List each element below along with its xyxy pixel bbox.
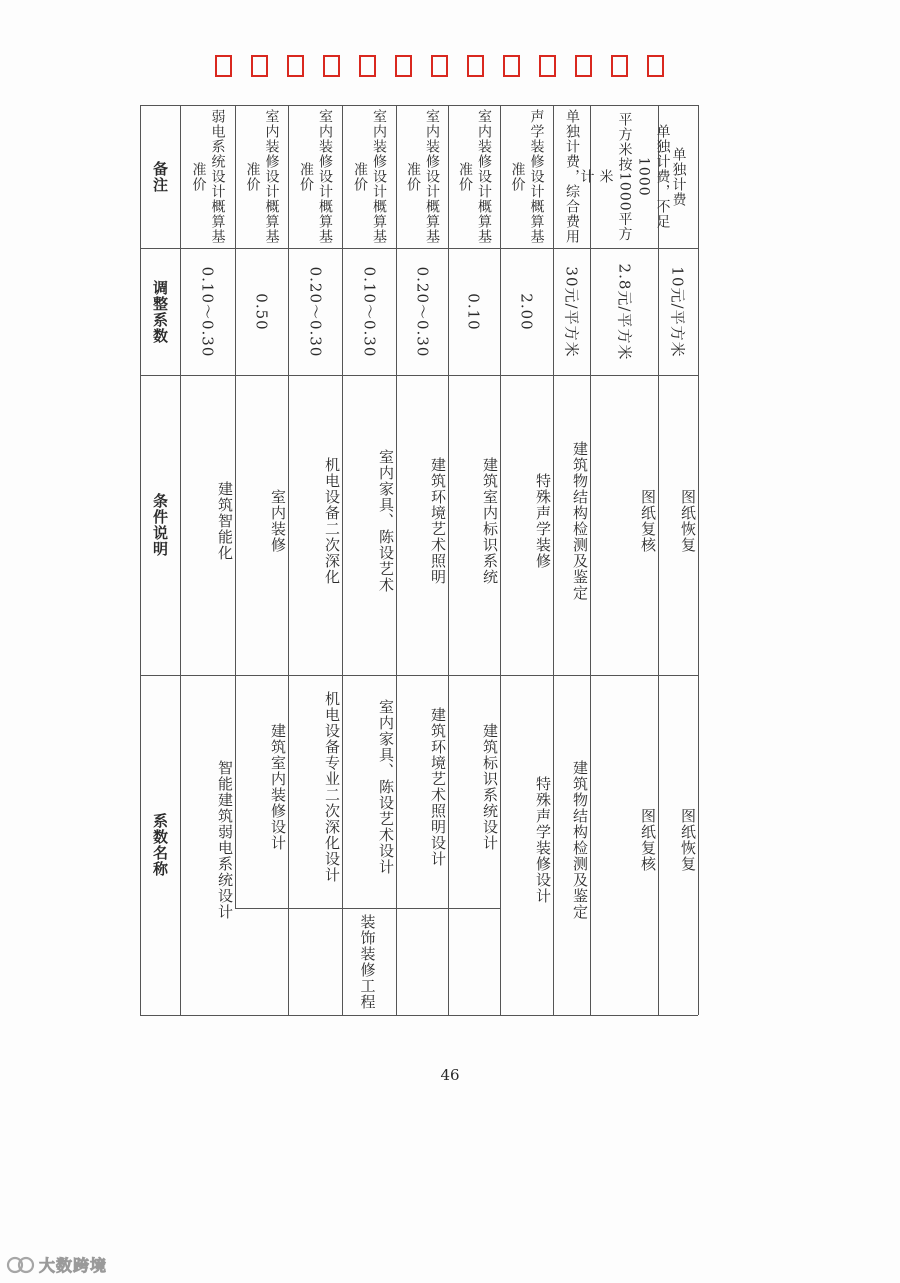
row-condition [396,375,448,675]
header-box [323,55,340,77]
row-coef [448,248,500,375]
header-remark [140,105,180,248]
row-name [500,675,553,1015]
row-condition-text: 室内家具、陈设艺术 [377,449,395,593]
header-box [503,55,520,77]
header-box [611,55,628,77]
row-coef [180,248,235,375]
row-condition [553,375,590,675]
row-name [396,675,448,908]
row-name [658,675,698,1015]
row-remark [288,105,342,248]
row-name-text: 室内家具、陈设艺术设计 [377,698,395,875]
row-coef [235,248,288,375]
row-remark [180,105,235,248]
row-remark [658,105,698,248]
row-name-text: 建筑标识系统设计 [481,722,499,851]
row-remark-text: 单独计费，综合费用 [564,109,580,244]
row-coef-text: 2.8元/平方米 [615,263,634,360]
header-condition [140,375,180,675]
row-remark [235,105,288,248]
row-name-text: 建筑物结构检测及鉴定 [571,760,589,920]
header-box [395,55,412,77]
header-coef-text: 调整系数 [151,279,169,344]
row-remark-text: 单独计费，不足1000 平方米按1000平方米 计 [578,111,671,242]
row-name [288,675,342,908]
coefficient-table [140,105,698,1015]
row-coef [396,248,448,375]
row-remark [396,105,448,248]
row-condition-text: 建筑物结构检测及鉴定 [571,441,589,601]
row-name-text: 智能建筑弱电系统设计 [216,760,234,920]
header-name-text: 系数名称 [151,813,169,877]
header-box [359,55,376,77]
watermark [6,1253,107,1276]
row-coef-text: 0.50 [252,292,271,331]
row-name [180,675,235,1015]
header-box [647,55,664,77]
row-condition-text: 特殊声学装修 [534,473,552,569]
row-remark-text: 室内装修设计概算基 准价 [244,109,280,244]
row-coef-text: 10元/平方米 [669,265,687,358]
row-name [342,675,396,908]
row-name [590,675,658,1015]
watermark-logo-icon [6,1254,36,1276]
row-condition [180,375,235,675]
row-name-text: 图纸恢复 [679,808,697,872]
row-remark [500,105,553,248]
row-coef-text: 0.20～0.30 [306,266,324,357]
row-name [235,675,288,908]
row-condition [590,375,658,675]
header-box [467,55,484,77]
header-box [287,55,304,77]
table-grid-line [698,105,699,1015]
row-remark [578,105,671,248]
header-box [539,55,556,77]
row-condition-text: 图纸复核 [639,489,657,553]
row-remark-text: 室内装修设计概算基 准价 [405,109,440,244]
row-remark [448,105,500,248]
row-coef [658,248,698,375]
header-remark-text: 备注 [151,160,169,193]
row-coef-text: 0.10～0.30 [198,266,217,357]
header-condition-text: 条件说明 [151,493,169,557]
header-boxes [215,55,664,77]
row-condition [500,375,553,675]
row-condition-text: 机电设备二次深化 [323,457,341,585]
header-name [140,675,180,1015]
row-name-text: 图纸复核 [639,808,657,872]
row-remark [342,105,396,248]
header-box [251,55,268,77]
row-condition-text: 建筑室内标识系统 [481,457,499,585]
row-coef [500,248,553,375]
row-condition-text: 图纸恢复 [679,489,697,553]
row-condition [235,375,288,675]
row-coef-text: 0.20～0.30 [413,266,431,357]
header-box [575,55,592,77]
row-name-text: 机电设备专业二次深化设计 [323,690,341,883]
row-remark-text: 室内装修设计概算基 准价 [352,109,387,244]
row-condition [342,375,396,675]
row-coef-text: 2.00 [517,292,536,331]
row-condition [658,375,698,675]
row-name-text: 建筑室内装修设计 [269,722,287,851]
row-condition-text: 建筑智能化 [216,481,234,561]
row-coef [288,248,342,375]
row-remark-text: 室内装修设计概算基 准价 [298,109,333,244]
row-remark-text: 单独计费 [670,146,687,207]
row-coef [590,248,658,375]
row-coef [342,248,396,375]
row-name-text: 建筑环境艺术照明设计 [429,706,447,867]
row-condition-text: 建筑环境艺术照明 [429,457,447,585]
row-remark-text: 室内装修设计概算基 准价 [457,109,492,244]
group-label-text: 装饰装修工程 [358,913,377,1010]
header-box [431,55,448,77]
table-grid-line [140,1015,698,1016]
row-coef-text: 0.10～0.30 [360,266,378,357]
row-condition-text: 室内装修 [269,489,287,553]
row-coef-text: 30元/平方米 [562,265,581,358]
page-number: 46 [440,1066,460,1084]
group-label [235,908,500,1015]
row-condition [448,375,500,675]
row-condition [288,375,342,675]
header-coef [140,248,180,375]
row-name [448,675,500,908]
row-remark-text: 弱电系统设计概算基 准价 [190,109,226,244]
row-coef [553,248,590,375]
row-coef-text: 0.10 [465,292,483,331]
header-box [215,55,232,77]
watermark-text: 大数跨境 [39,1256,108,1275]
row-name-text: 特殊声学装修设计 [534,776,552,904]
row-remark-text: 声学装修设计概算基 准价 [509,109,545,244]
row-name [553,675,590,1015]
